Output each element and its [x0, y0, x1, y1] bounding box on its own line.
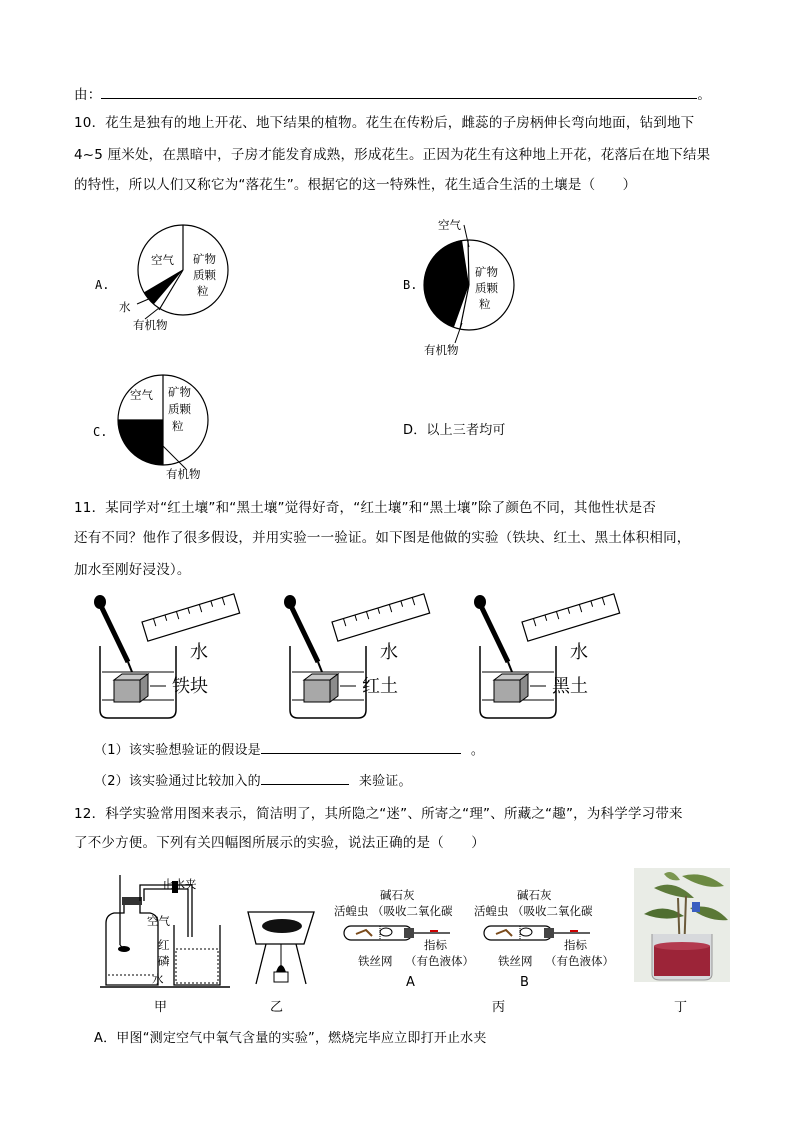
reason-prefix: 由： — [74, 87, 102, 103]
option-c-letter[interactable]: C. — [93, 425, 108, 439]
fig-bing-b-soda: 碱石灰 — [517, 888, 552, 902]
pie-a-mineral-1: 矿物 — [193, 252, 216, 266]
fig-bing-a-absorb: （吸收二氧化碳 — [372, 904, 453, 918]
pie-b-mineral-3: 粒 — [479, 297, 491, 311]
q11-sub1-prefix: （1）该实验想验证的假设是 — [94, 743, 261, 758]
fig-yi-caption: 乙 — [270, 1000, 284, 1015]
option-d[interactable]: D．以上三者均可 — [403, 423, 506, 438]
fig-jia-phos-1: 红 — [158, 938, 170, 952]
fig-bing-a-liquid: （有色液体） — [405, 954, 474, 968]
q10-line2: 4~5 厘米处，在黑暗中，子房才能发育成熟，形成花生。正因为花生有这种地上开花，花落后在地下结果 — [74, 147, 711, 163]
q11-line2: 还有不同？他作了很多假设，并用实验一一验证。如下图是他做的实验（铁块、红土、黑土体积相同， — [74, 530, 691, 546]
fig-ding-caption: 丁 — [674, 1000, 688, 1015]
reason-suffix: 。 — [697, 87, 712, 103]
q11-line1: 11．某同学对“红土壤”和“黑土壤”觉得好奇，“红土壤”和“黑土壤”除了颜色不同，其他性状是否 — [74, 500, 657, 516]
pie-b-mineral-2: 质颗 — [475, 281, 498, 295]
fig-bing-b-absorb: （吸收二氧化碳 — [512, 904, 593, 918]
pie-b-air-label: 空气 — [438, 218, 461, 232]
fig-bing-b-tag: B — [520, 975, 529, 990]
pie-c-organic-label: 有机物 — [166, 467, 201, 481]
beaker3-object-label: 黑土 — [552, 676, 588, 697]
pie-a-mineral-3: 粒 — [197, 284, 209, 298]
beaker1-water-label: 水 — [190, 642, 208, 663]
pie-a-organic-label: 有机物 — [133, 318, 168, 332]
beaker1-object-label: 铁块 — [172, 676, 208, 697]
fig-jia-caption: 甲 — [154, 1000, 168, 1015]
fig-bing-caption: 丙 — [492, 1000, 506, 1015]
pie-c-mineral-2: 质颗 — [168, 402, 191, 416]
q11-sub2 — [94, 770, 412, 791]
q12-line2: 了不少方便。下列有关四幅图所展示的实验，说法正确的是（ ） — [74, 835, 485, 851]
q12-option-a[interactable]: A．甲图“测定空气中氧气含量的实验”，燃烧完毕应立即打开止水夹 — [94, 1031, 487, 1046]
q11-line3: 加水至刚好浸没）。 — [74, 562, 191, 578]
fig-bing-a-indicator: 指标 — [424, 938, 447, 952]
reason-blank[interactable] — [101, 84, 697, 99]
fig-bing-b-mesh: 铁丝网 — [498, 954, 533, 968]
fig-bing-b-locust: 活蝗虫 — [474, 904, 509, 918]
fig-bing-b-indicator: 指标 — [564, 938, 587, 952]
figure-yi-apparatus — [246, 910, 326, 990]
q11-sub1 — [94, 739, 484, 760]
pie-a-mineral-2: 质颗 — [193, 268, 216, 282]
reason-line — [74, 84, 711, 104]
fig-jia-water-label: 水 — [152, 972, 164, 986]
pie-c-air-label: 空气 — [130, 388, 153, 402]
q11-sub2-blank[interactable] — [261, 770, 349, 785]
pie-b-organic-label: 有机物 — [424, 343, 459, 357]
pie-c-mineral-3: 粒 — [172, 419, 184, 433]
beaker-figure-1 — [92, 592, 272, 722]
pie-a-water-label: 水 — [119, 300, 131, 314]
q12-line1: 12．科学实验常用图来表示，简洁明了，其所隐之“迷”、所寄之“理”、所藏之“趣”，为科学学习带来 — [74, 806, 683, 822]
fig-bing-a-locust: 活蝗虫 — [334, 904, 369, 918]
fig-bing-a-tag: A — [406, 975, 415, 990]
fig-jia-phos-2: 磷 — [158, 954, 170, 968]
fig-jia-clamp-label: 止水夹 — [162, 877, 197, 891]
q11-sub2-prefix: （2）该实验通过比较加入的 — [94, 774, 261, 789]
beaker2-water-label: 水 — [380, 642, 398, 663]
pie-a-air-label: 空气 — [151, 253, 174, 267]
fig-bing-a-mesh: 铁丝网 — [358, 954, 393, 968]
pie-b-mineral-1: 矿物 — [475, 265, 498, 279]
q10-line3: 的特性，所以人们又称它为“落花生”。根据它的这一特殊性，花生适合生活的土壤是（ ） — [74, 177, 637, 193]
pie-c-mineral-1: 矿物 — [168, 385, 191, 399]
fig-bing-b-liquid: （有色液体） — [545, 954, 614, 968]
pie-chart-b — [422, 239, 522, 339]
q11-sub1-suffix: 。 — [470, 743, 485, 758]
option-b-letter[interactable]: B. — [403, 278, 418, 292]
fig-bing-a-soda: 碱石灰 — [380, 888, 415, 902]
figure-ding-photo — [634, 868, 730, 982]
q11-sub1-blank[interactable] — [261, 739, 461, 754]
beaker-figure-2 — [282, 592, 462, 722]
beaker2-object-label: 红土 — [362, 676, 398, 697]
q11-sub2-suffix: 来验证。 — [358, 774, 412, 789]
beaker3-water-label: 水 — [570, 642, 588, 663]
pie-chart-a — [137, 224, 237, 324]
option-a-letter[interactable]: A. — [95, 278, 110, 292]
beaker-figure-3 — [472, 592, 652, 722]
fig-jia-air-label: 空气 — [147, 914, 170, 928]
figure-jia-apparatus — [100, 875, 240, 995]
q10-line1: 10．花生是独有的地上开花、地下结果的植物。花生在传粉后，雌蕊的子房柄伸长弯向地面，钻到地下 — [74, 115, 695, 131]
